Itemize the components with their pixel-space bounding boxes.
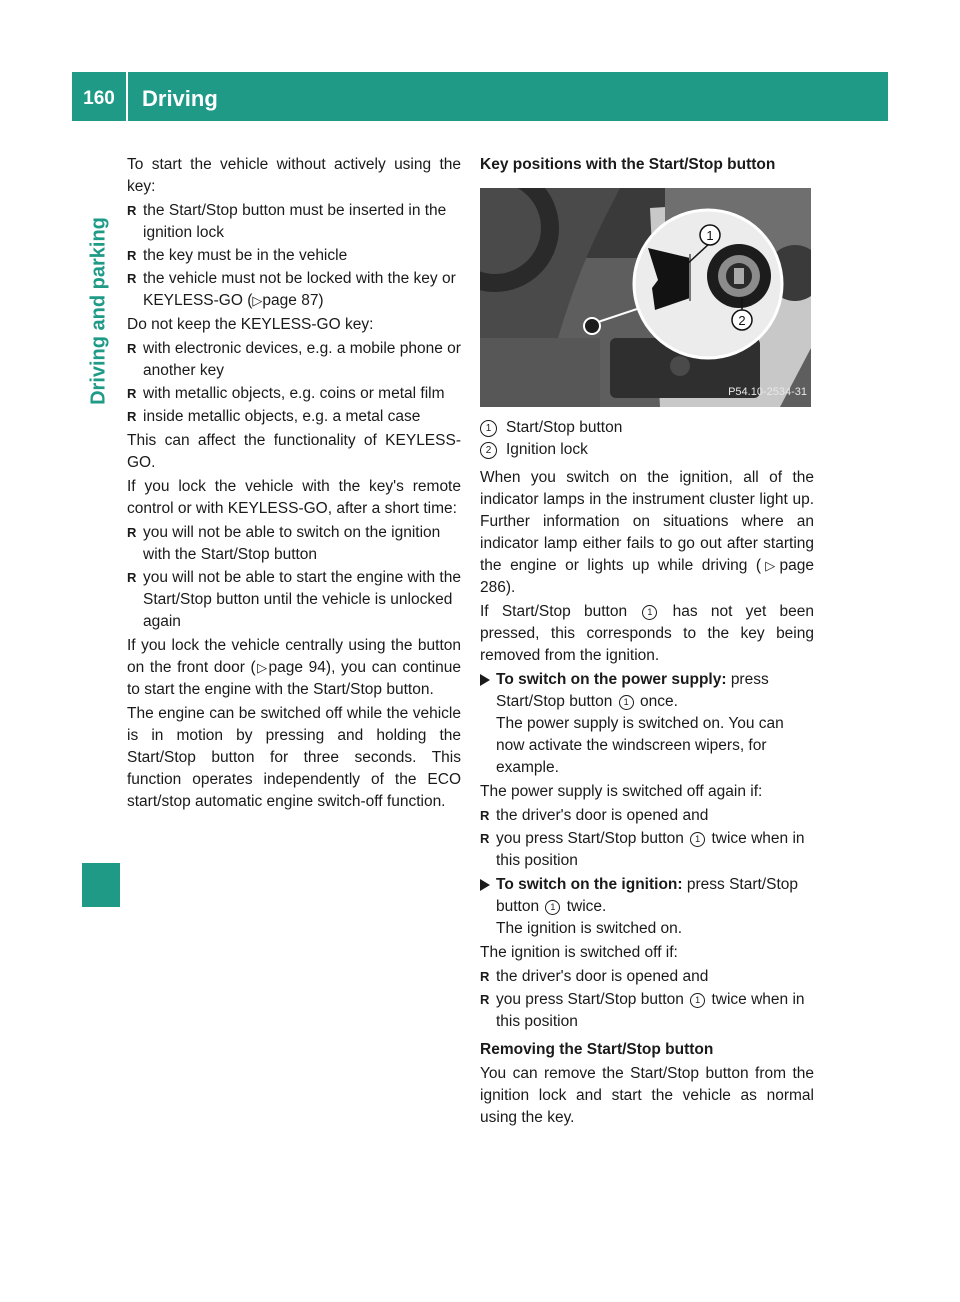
lock-remote-paragraph: If you lock the vehicle with the key's remote control or with KEYLESS-GO, after a short time: — [127, 478, 461, 517]
page-number: 160 — [83, 88, 115, 109]
left-column — [127, 154, 461, 815]
dashboard-photo — [480, 188, 811, 407]
list-item: R you press Start/Stop button 1 twice when in this position — [480, 989, 814, 1033]
list-item: R with electronic devices, e.g. a mobile phone or another key — [127, 338, 461, 382]
list-item: R with metallic objects, e.g. coins or metal film — [127, 383, 461, 405]
list-item: R you press Start/Stop button 1 twice when in this position — [480, 828, 814, 872]
affect-paragraph: This can affect the functionality of KEYLESS-GO. — [127, 432, 461, 471]
page-header — [72, 72, 888, 121]
legend-item: 1 Start/Stop button — [480, 417, 814, 439]
callout-1-icon: 1 — [545, 900, 560, 915]
list-item: R the Start/Stop button must be inserted in the ignition lock — [127, 200, 461, 244]
key-positions-heading: Key positions with the Start/Stop button — [480, 156, 776, 173]
figure-code: P54.10-2534-31 — [728, 386, 807, 398]
list-item: R the driver's door is opened and — [480, 966, 814, 988]
right-column — [480, 154, 814, 1131]
removing-paragraph: You can remove the Start/Stop button from the ignition lock and start the vehicle as normal using the key. — [480, 1065, 814, 1126]
list-item: R the key must be in the vehicle — [127, 245, 461, 267]
keyless-warning-list — [127, 338, 461, 428]
start-conditions-list — [127, 200, 461, 312]
power-off-paragraph: The power supply is switched off again if: — [480, 783, 763, 800]
list-item: R the vehicle must not be locked with the key or KEYLESS-GO (▷page 87) — [127, 268, 461, 312]
callout-2-icon: 2 — [480, 442, 497, 459]
callout-1-icon: 1 — [642, 605, 657, 620]
step-arrow-icon — [480, 879, 490, 891]
list-item: R inside metallic objects, e.g. a metal case — [127, 406, 461, 428]
ignition-off-paragraph: The ignition is switched off if: — [480, 944, 678, 961]
removing-heading: Removing the Start/Stop button — [480, 1041, 714, 1058]
intro-paragraph: To start the vehicle without actively using the key: — [127, 156, 461, 195]
dashboard-illustration — [480, 188, 811, 407]
svg-text:2: 2 — [738, 313, 746, 328]
callout-1-icon: 1 — [619, 695, 634, 710]
svg-text:1: 1 — [706, 228, 714, 243]
lock-consequences-list — [127, 522, 461, 633]
keyless-warning-heading: Do not keep the KEYLESS-GO key: — [127, 316, 374, 333]
page-ref-arrow-icon: ▷ — [252, 293, 263, 308]
instruction-step: To switch on the ignition: press Start/Stop button 1 twice. The ignition is switched on. — [480, 874, 814, 940]
legend-item: 2 Ignition lock — [480, 439, 814, 461]
page-ref-link[interactable]: page 87) — [262, 292, 324, 309]
chapter-tab-label: Driving and parking — [87, 217, 110, 405]
list-item: R you will not be able to switch on the ignition with the Start/Stop button — [127, 522, 461, 566]
switch-off-paragraph: The engine can be switched off while the vehicle is in motion by pressing and holding the Start/Stop button for three seconds. This function operates independently of the ECO start/stop automatic engine switch-off function. — [127, 705, 461, 810]
page-ref-link[interactable]: page 94 — [268, 659, 326, 676]
power-off-list — [480, 805, 814, 872]
list-item: R you will not be able to start the engine with the Start/Stop button until the vehicle is unlocked again — [127, 567, 461, 633]
chapter-tab — [84, 136, 114, 486]
list-item: R the driver's door is opened and — [480, 805, 814, 827]
section-title: Driving — [142, 86, 218, 111]
callout-1-icon: 1 — [690, 832, 705, 847]
callout-1-icon: 1 — [480, 420, 497, 437]
ignition-info-paragraph: When you switch on the ignition, all of the indicator lamps in the instrument cluster light up. Further information on situations where an indicator lamp either fails to go out after starting the engine or lights up while driving (▷page 286). — [480, 469, 815, 596]
callout-1-icon: 1 — [690, 993, 705, 1008]
chapter-marker — [82, 863, 120, 907]
page-ref-link[interactable]: page 286 — [480, 557, 815, 596]
not-pressed-paragraph: If Start/Stop button 1 has not yet been pressed, this corresponds to the key being removed from the ignition. — [480, 603, 815, 664]
page-ref-arrow-icon: ▷ — [255, 660, 269, 675]
step-arrow-icon — [480, 674, 490, 686]
header-divider — [126, 72, 128, 121]
central-lock-paragraph: If you lock the vehicle centrally using the button on the front door (▷page 94), you can continue to start the engine with the Start/Stop button. — [127, 637, 462, 698]
step-result: The power supply is switched on. You can now activate the windscreen wipers, for example. — [496, 715, 784, 776]
ignition-off-list — [480, 966, 814, 1033]
page-ref-arrow-icon: ▷ — [761, 558, 780, 573]
instruction-step: To switch on the power supply: press Start/Stop button 1 once. The power supply is switched on. You can now activate the windscreen wipers, for example. — [480, 669, 814, 779]
step-result: The ignition is switched on. — [496, 920, 683, 937]
